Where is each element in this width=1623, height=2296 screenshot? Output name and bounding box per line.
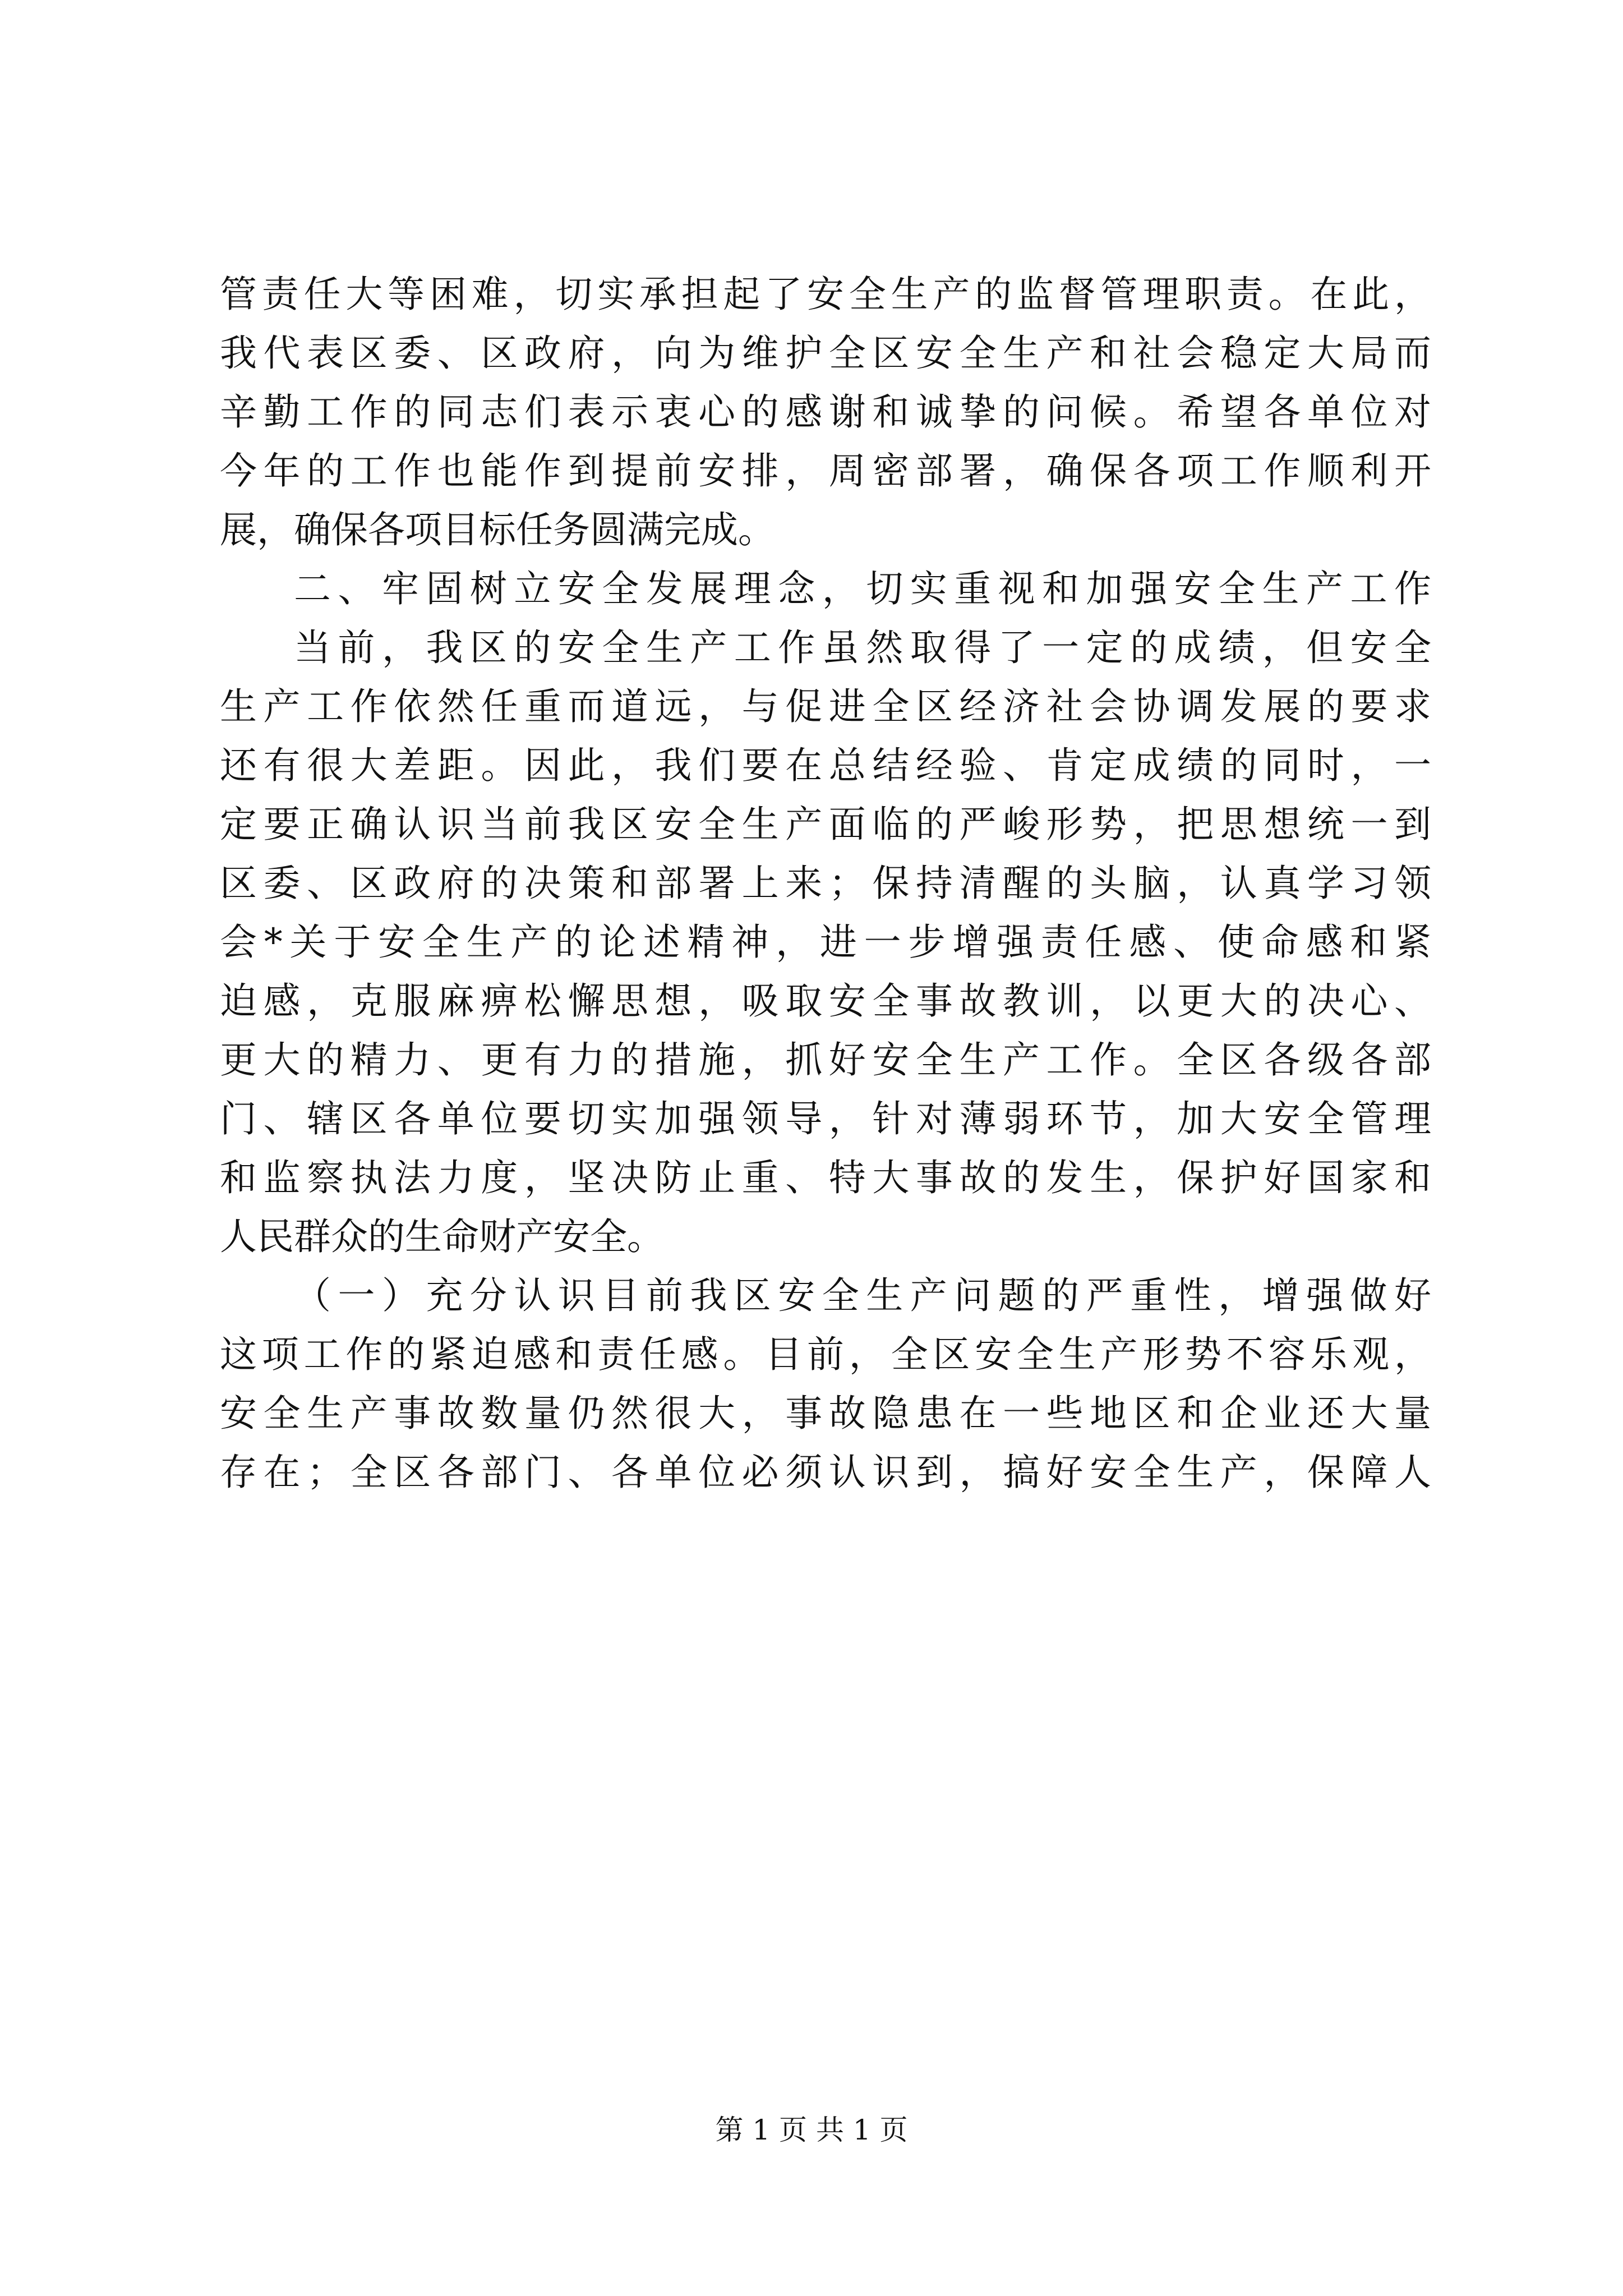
text-line-7: 当前，我区的安全生产工作虽然取得了一定的成绩，但安全 <box>294 626 1431 669</box>
text-line-17: 人民群众的生命财产安全。 <box>220 1215 664 1258</box>
text-line-5: 展，确保各项目标任务圆满完成。 <box>220 508 775 551</box>
text-line-19: 这项工作的紧迫感和责任感。目前，全区安全生产形势不容乐观， <box>220 1333 1431 1376</box>
text-line-1: 管责任大等困难，切实承担起了安全生产的监督管理职责。在此， <box>220 273 1431 316</box>
page-footer: 第 1 页 共 1 页 <box>715 2114 908 2146</box>
text-line-20: 安全生产事故数量仍然很大，事故隐患在一些地区和企业还大量 <box>220 1392 1431 1435</box>
text-line-14: 更大的精力、更有力的措施，抓好安全生产工作。全区各级各部 <box>220 1038 1431 1082</box>
text-line-9: 还有很大差距。因此，我们要在总结经验、肯定成绩的同时，一 <box>220 744 1431 787</box>
text-line-8: 生产工作依然任重而道远，与促进全区经济社会协调发展的要求 <box>220 685 1431 728</box>
text-line-13: 迫感，克服麻痹松懈思想，吸取安全事故教训，以更大的决心、 <box>220 979 1431 1023</box>
text-line-12: 会*关于安全生产的论述精神，进一步增强责任感、使命感和紧 <box>220 921 1431 964</box>
text-line-21: 存在；全区各部门、各单位必须认识到，搞好安全生产，保障人 <box>220 1451 1431 1494</box>
text-line-2: 我代表区委、区政府，向为维护全区安全生产和社会稳定大局而 <box>220 332 1431 375</box>
text-line-15: 门、辖区各单位要切实加强领导，针对薄弱环节，加大安全管理 <box>220 1097 1431 1140</box>
text-line-4: 今年的工作也能作到提前安排，周密部署，确保各项工作顺利开 <box>220 449 1431 493</box>
text-line-10: 定要正确认识当前我区安全生产面临的严峻形势，把思想统一到 <box>220 803 1431 846</box>
section-heading-2: 二、牢固树立安全发展理念，切实重视和加强安全生产工作 <box>294 567 1431 610</box>
text-line-11: 区委、区政府的决策和部署上来；保持清醒的头脑，认真学习领 <box>220 862 1431 905</box>
text-line-16: 和监察执法力度，坚决防止重、特大事故的发生，保护好国家和 <box>220 1156 1431 1199</box>
text-line-3: 辛勤工作的同志们表示衷心的感谢和诚挚的问候。希望各单位对 <box>220 390 1431 434</box>
subsection-heading-1: （一）充分认识目前我区安全生产问题的严重性，增强做好 <box>294 1274 1431 1317</box>
document-body <box>220 265 1431 1502</box>
